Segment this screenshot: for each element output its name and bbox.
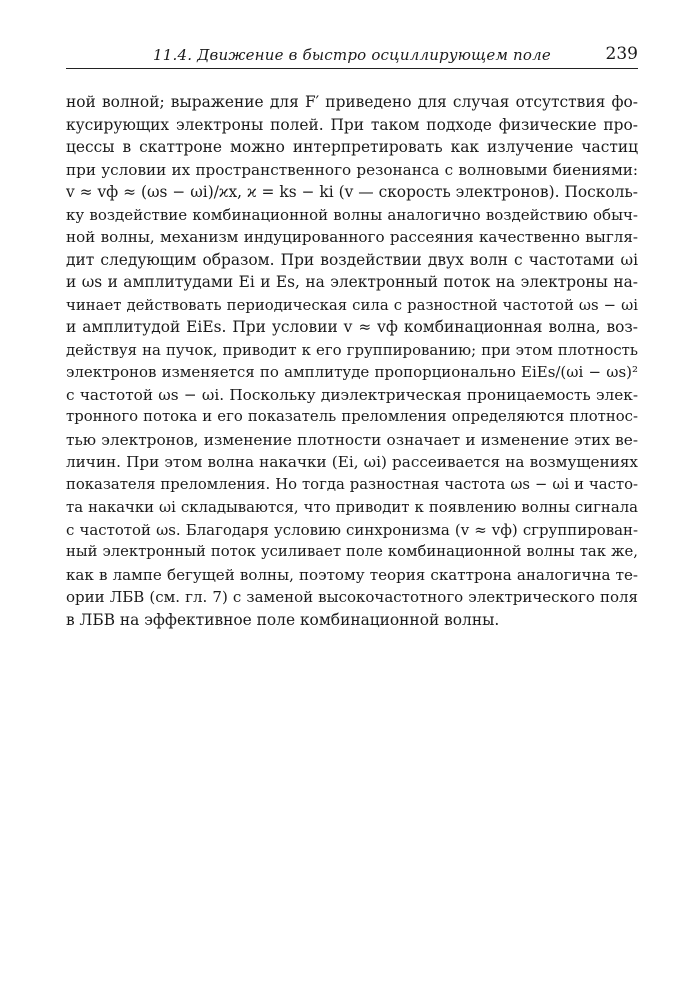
section-title: 11.4. Движение в быстро осциллирующем поле <box>153 46 551 64</box>
text-line: ку воздействие комбинационной волны аналогично воздействию обыч- <box>66 205 638 224</box>
text-line: ный электронный поток усиливает поле комбинационной волны так же, <box>66 543 638 560</box>
page-number: 239 <box>605 44 638 64</box>
text-line: ной волной; выражение для F′ приведено для случая отсутствия фо- <box>66 93 638 111</box>
text-line: электронов изменяется по амплитуде пропорционально EiEs/(ωi − ωs)² <box>66 363 638 381</box>
text-line: с частотой ωs − ωi. Поскольку диэлектрическая проницаемость элек- <box>66 385 638 404</box>
text-line: при условии их пространственного резонанса с волновыми биениями: <box>66 160 638 179</box>
text-line: ории ЛБВ (см. гл. 7) с заменой высокочастотного электрического поля <box>66 588 638 606</box>
body-paragraph <box>66 91 638 631</box>
text-line: та накачки ωi складываются, что приводит к появлению волны сигнала <box>66 498 638 516</box>
text-line: тронного потока и его показатель преломления определяются плотнос- <box>66 408 638 425</box>
text-line: действуя на пучок, приводит к его группированию; при этом плотность <box>66 340 638 359</box>
text-line: и амплитудой EiEs. При условии v ≈ vф комбинационная волна, воз- <box>66 318 638 336</box>
text-line: чинает действовать периодическая сила с разностной частотой ωs − ωi <box>66 295 638 314</box>
text-line: кусирующих электроны полей. При таком подходе физические про- <box>66 115 638 134</box>
text-line: цессы в скаттроне можно интерпретировать как излучение частиц <box>66 138 638 156</box>
text-line: в ЛБВ на эффективное поле комбинационной волны. <box>66 610 500 629</box>
text-line: дит следующим образом. При воздействии двух волн с частотами ωi <box>66 250 638 269</box>
running-header <box>66 46 638 69</box>
text-line: как в лампе бегущей волны, поэтому теория скаттрона аналогична те- <box>66 565 638 584</box>
text-line: показателя преломления. Но тогда разностная частота ωs − ωi и часто- <box>66 475 638 493</box>
text-line: ной волны, механизм индуцированного рассеяния качественно выгля- <box>66 228 638 246</box>
text-line: с частотой ωs. Благодаря условию синхронизма (v ≈ vф) сгруппирован- <box>66 520 638 539</box>
text-line: и ωs и амплитудами Ei и Es, на электронный поток на электроны на- <box>66 273 638 291</box>
text-line: личин. При этом волна накачки (Ei, ωi) рассеивается на возмущениях <box>66 453 638 471</box>
text-line: v ≈ vф ≈ (ωs − ωi)/ϰx, ϰ = ks − ki (v — скорость электронов). Посколь- <box>66 183 638 201</box>
text-line: тью электронов, изменение плотности означает и изменение этих ве- <box>66 430 638 449</box>
